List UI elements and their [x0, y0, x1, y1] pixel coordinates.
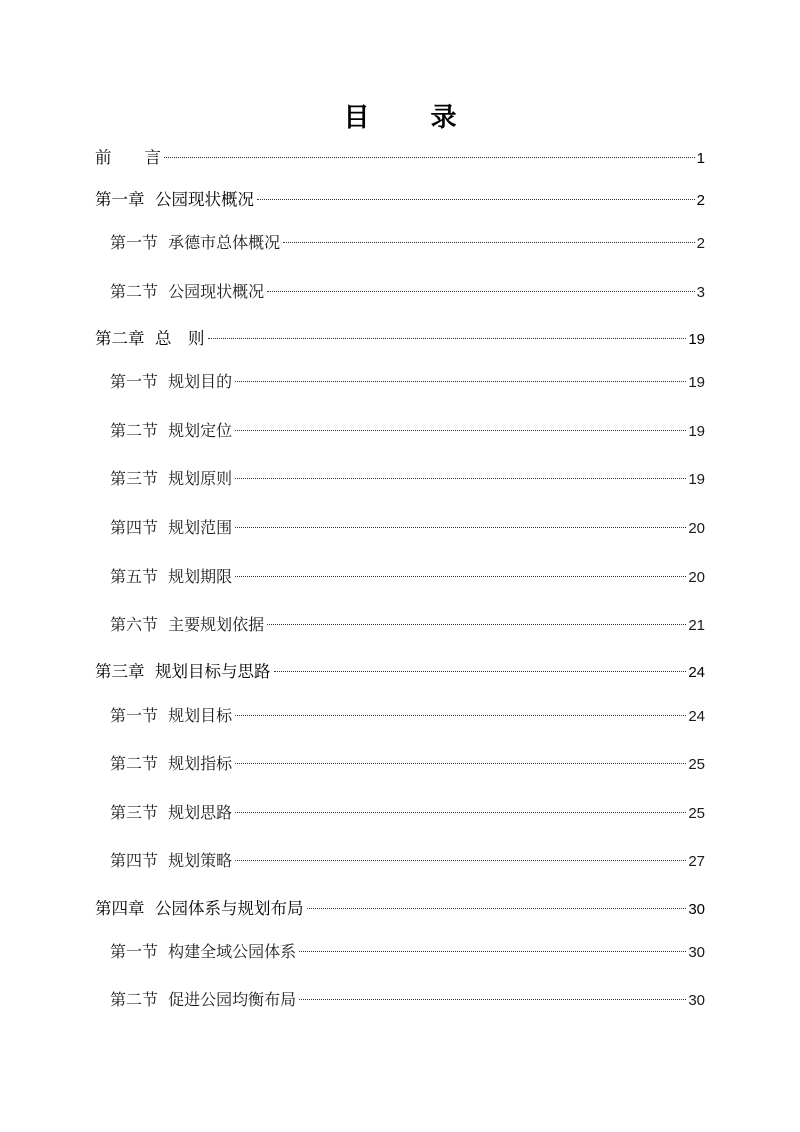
- toc-entry-section[interactable]: [110, 752, 705, 776]
- toc-entry-label: 第五节 规划期限: [110, 567, 233, 586]
- toc-entry-section[interactable]: [110, 704, 705, 728]
- toc-entry-chapter-2[interactable]: [95, 327, 705, 351]
- toc-page-number: 24: [688, 708, 705, 725]
- dot-leader: [257, 199, 695, 200]
- toc-entry-chapter-3[interactable]: [95, 660, 705, 684]
- dot-leader: [235, 381, 686, 382]
- dot-leader: [235, 527, 686, 528]
- toc-entry-section[interactable]: [110, 419, 705, 443]
- dot-leader: [299, 999, 686, 1000]
- dot-leader: [164, 157, 695, 158]
- toc-page-number: 21: [688, 617, 705, 634]
- toc-entry-label: 第二章 总 则: [95, 329, 205, 348]
- dot-leader: [299, 951, 686, 952]
- toc-entry-label: 第一节 承德市总体概况: [110, 233, 281, 252]
- toc-entry-section[interactable]: [110, 467, 705, 491]
- toc-entry-label: 第二节 公园现状概况: [110, 282, 265, 301]
- toc-page-number: 19: [688, 423, 705, 440]
- toc-page-number: 2: [696, 235, 705, 252]
- toc-entry-label: 第一节 构建全域公园体系: [110, 942, 297, 961]
- page-title: 目 录: [343, 103, 483, 133]
- toc-page-number: 2: [696, 192, 705, 209]
- toc-entry-section[interactable]: [110, 940, 705, 964]
- dot-leader: [235, 430, 686, 431]
- toc-page-number: 20: [688, 520, 705, 537]
- toc-entry-label: 第四章 公园体系与规划布局: [95, 899, 304, 918]
- dot-leader: [235, 478, 686, 479]
- dot-leader: [267, 291, 694, 292]
- toc-page-number: 3: [696, 284, 705, 301]
- toc-page-number: 30: [688, 992, 705, 1009]
- dot-leader: [283, 242, 694, 243]
- toc-entry-section[interactable]: [110, 370, 705, 394]
- dot-leader: [208, 338, 687, 339]
- dot-leader: [235, 576, 686, 577]
- toc-entry-label: 第二节 规划定位: [110, 421, 233, 440]
- toc-entry-chapter-1[interactable]: [95, 188, 705, 212]
- toc-entry-label: 第二节 促进公园均衡布局: [110, 990, 297, 1009]
- toc-page-number: 25: [688, 756, 705, 773]
- toc-page-number: 19: [688, 471, 705, 488]
- toc-entry-section[interactable]: [110, 988, 705, 1012]
- toc-page-number: 19: [688, 331, 705, 348]
- dot-leader: [235, 763, 686, 764]
- toc-entry-label: 第一节 规划目标: [110, 706, 233, 725]
- dot-leader: [274, 671, 687, 672]
- dot-leader: [235, 715, 686, 716]
- dot-leader: [235, 812, 686, 813]
- toc-entry-preface[interactable]: [95, 146, 705, 170]
- toc-page-number: 19: [688, 374, 705, 391]
- toc-page-number: 25: [688, 805, 705, 822]
- toc-entry-section[interactable]: [110, 516, 705, 540]
- toc-page-number: 1: [696, 150, 705, 167]
- toc-entry-section[interactable]: [110, 849, 705, 873]
- toc-entry-label: 第三节 规划原则: [110, 469, 233, 488]
- toc-entry-label: 第六节 主要规划依据: [110, 615, 265, 634]
- toc-entry-section[interactable]: [110, 613, 705, 637]
- toc-entry-label: 第四节 规划范围: [110, 518, 233, 537]
- toc-entry-label: 第二节 规划指标: [110, 754, 233, 773]
- toc-entry-label: 第一节 规划目的: [110, 372, 233, 391]
- toc-entry-label: 第一章 公园现状概况: [95, 190, 254, 209]
- toc-page-number: 24: [688, 664, 705, 681]
- toc-entry-label: 第三章 规划目标与思路: [95, 662, 271, 681]
- toc-entry-section[interactable]: [110, 280, 705, 304]
- dot-leader: [307, 908, 687, 909]
- toc-entry-label: 前 言: [95, 148, 161, 167]
- toc-entry-label: 第三节 规划思路: [110, 803, 233, 822]
- toc-entry-section[interactable]: [110, 801, 705, 825]
- toc-page-number: 20: [688, 569, 705, 586]
- toc-entry-label: 第四节 规划策略: [110, 851, 233, 870]
- dot-leader: [235, 860, 686, 861]
- dot-leader: [267, 624, 686, 625]
- toc-entry-chapter-4[interactable]: [95, 897, 705, 921]
- toc-page-number: 30: [688, 901, 705, 918]
- toc-page-number: 27: [688, 853, 705, 870]
- toc-page-number: 30: [688, 944, 705, 961]
- toc-entry-section[interactable]: [110, 565, 705, 589]
- toc-entry-section[interactable]: [110, 231, 705, 255]
